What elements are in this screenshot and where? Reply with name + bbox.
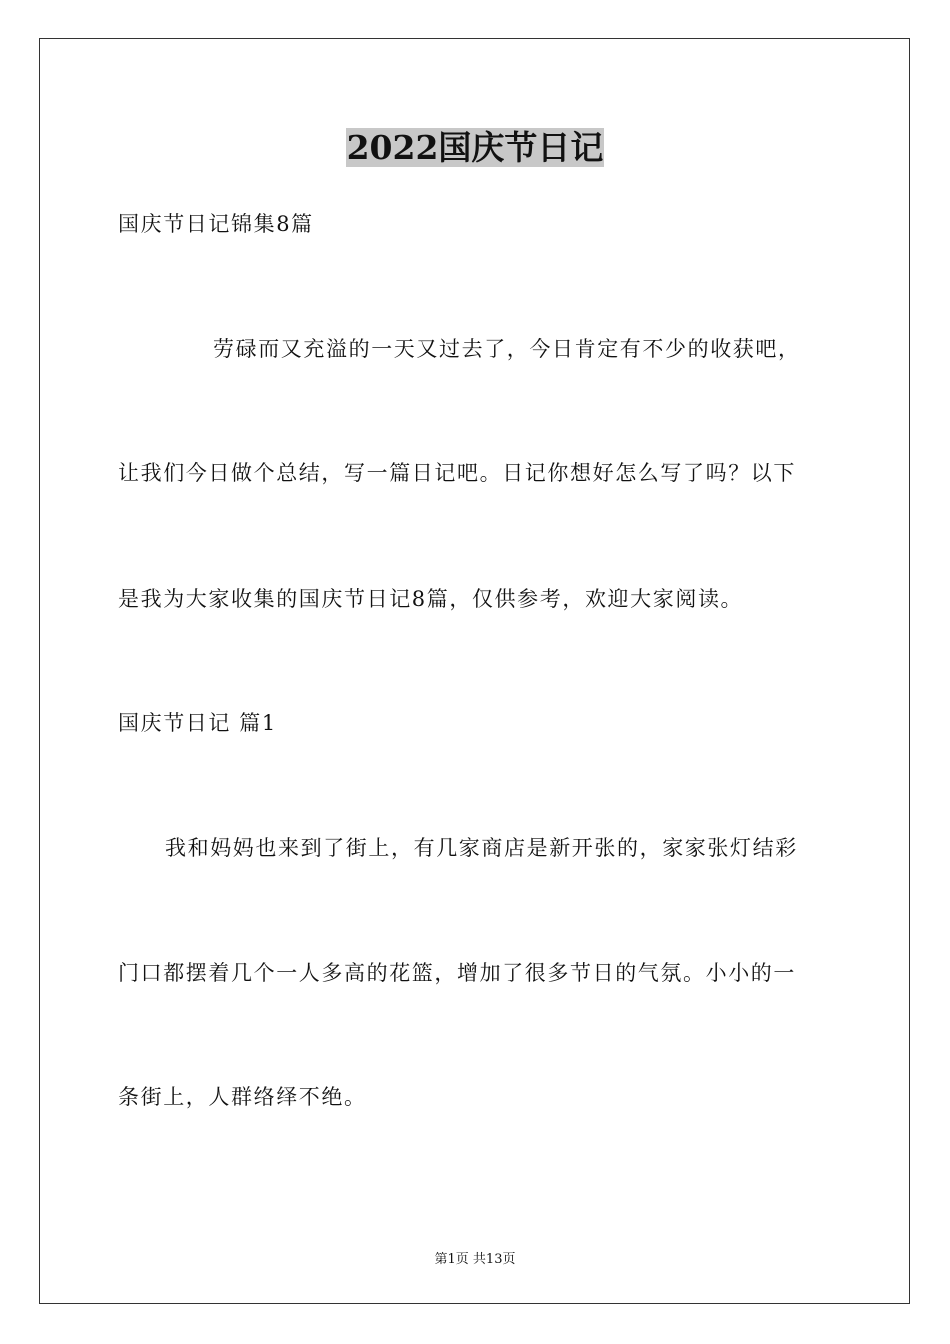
section-line-3: 条街上，人群络绎不绝。 bbox=[118, 1085, 367, 1109]
page-footer: 第1页 共13页 bbox=[434, 1252, 516, 1267]
intro-line-3: 是我为大家收集的国庆节日记8篇，仅供参考，欢迎大家阅读。 bbox=[118, 587, 744, 611]
section-line-1: 我和妈妈也来到了街上，有几家商店是新开张的，家家张灯结彩 bbox=[165, 836, 798, 860]
document-title: 2022国庆节日记 bbox=[346, 128, 604, 167]
document-subtitle: 国庆节日记锦集8篇 bbox=[118, 212, 314, 236]
section-heading: 国庆节日记 篇1 bbox=[118, 711, 277, 735]
intro-line-1: 劳碌而又充溢的一天又过去了，今日肯定有不少的收获吧， bbox=[213, 337, 801, 361]
document-title-block bbox=[0, 128, 950, 168]
section-line-2: 门口都摆着几个一人多高的花篮，增加了很多节日的气氛。小小的一 bbox=[118, 961, 796, 985]
intro-line-2: 让我们今日做个总结，写一篇日记吧。日记你想好怎么写了吗？以下 bbox=[118, 461, 796, 485]
